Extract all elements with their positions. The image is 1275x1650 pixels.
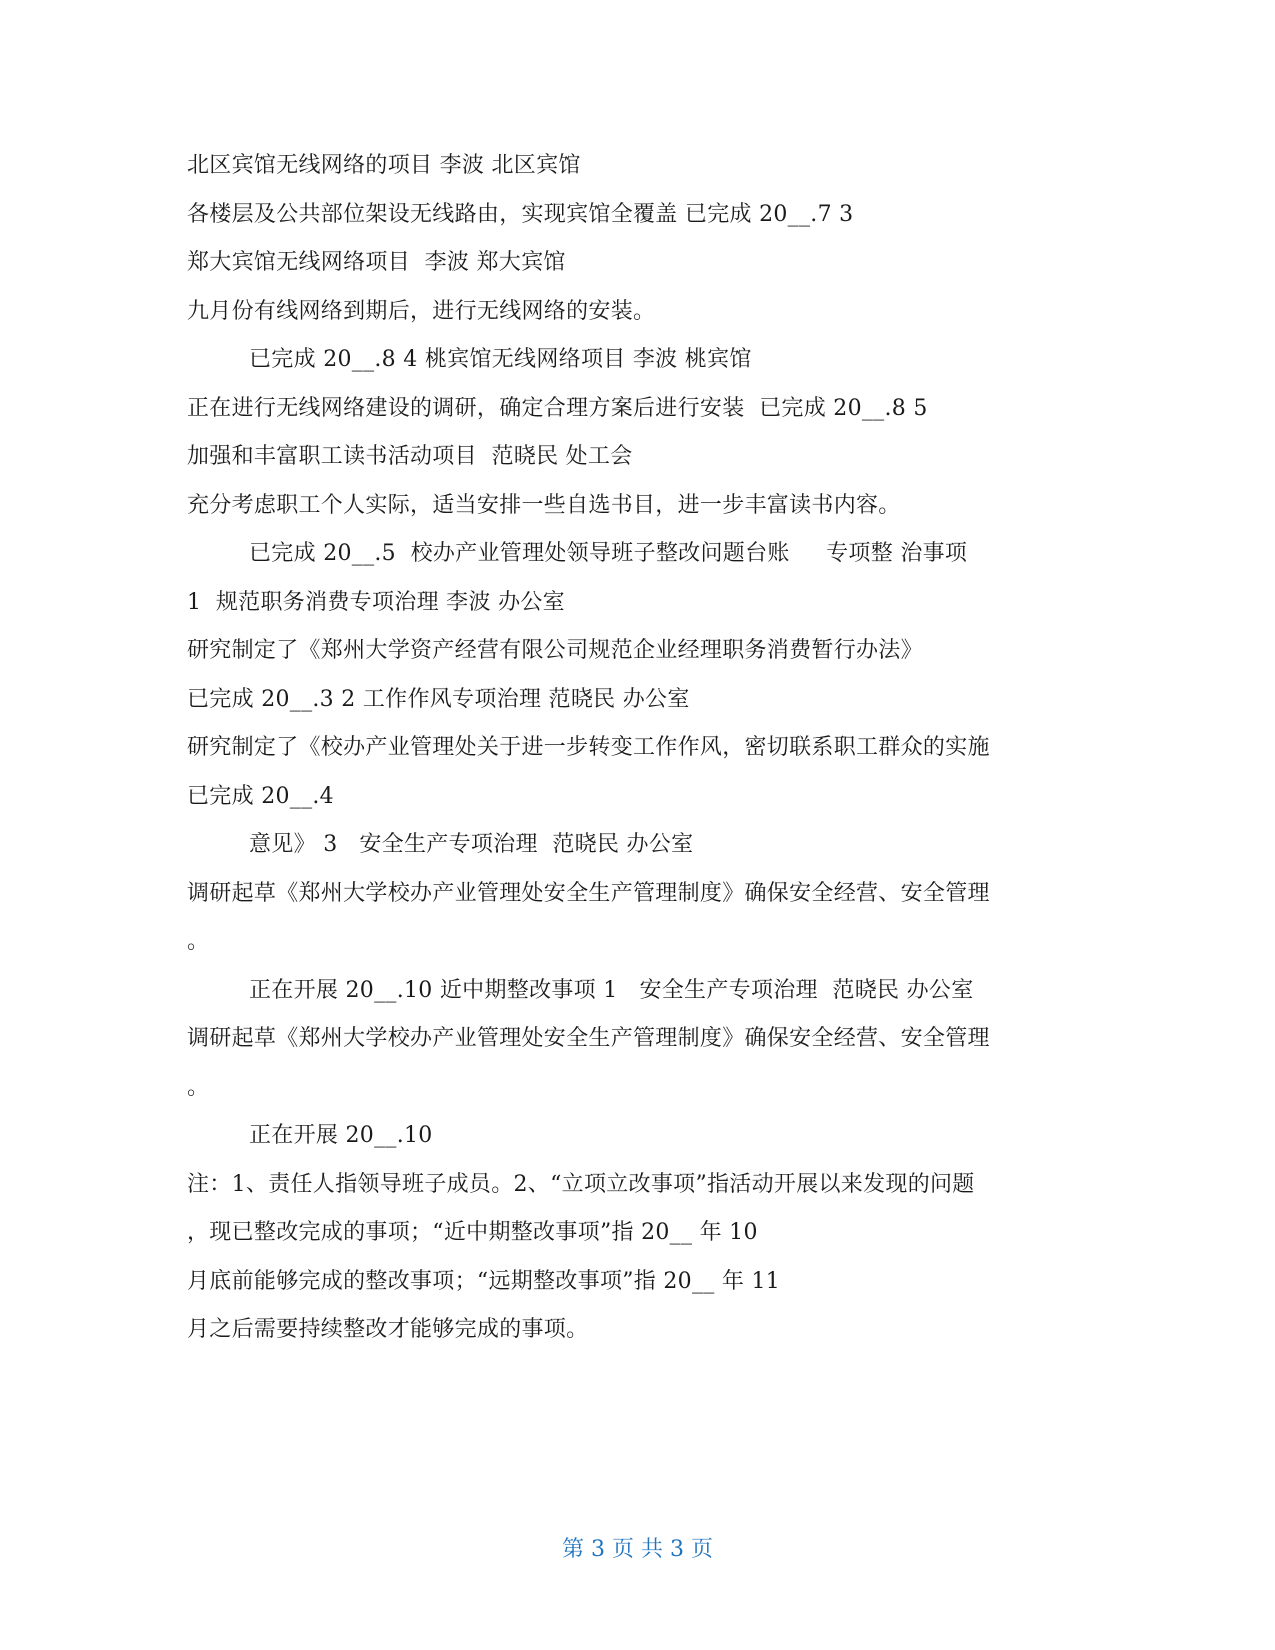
- text-line: 研究制定了《校办产业管理处关于进一步转变工作作风，密切联系职工群众的实施: [187, 735, 990, 760]
- text-line: 加强和丰富职工读书活动项目 范晓民 处工会: [187, 444, 633, 469]
- text-line: 九月份有线网络到期后，进行无线网络的安装。: [187, 298, 656, 324]
- text-line: 已完成 20__.3 2 工作作风专项治理 范晓民 办公室: [187, 686, 690, 712]
- text-line: 1 规范职务消费专项治理 李波 办公室: [187, 589, 565, 615]
- text-line: 充分考虑职工个人实际，适当安排一些自选书目，进一步丰富读书内容。: [187, 492, 901, 518]
- text-line: 正在开展 20__.10 近中期整改事项 1 安全生产专项治理 范晓民 办公室: [249, 977, 974, 1003]
- text-line: 已完成 20__.4: [187, 783, 334, 809]
- text-line: 月底前能够完成的整改事项；“远期整改事项”指 20__ 年 11: [187, 1268, 781, 1294]
- text-line: 各楼层及公共部位架设无线路由，实现宾馆全覆盖 已完成 20__.7 3: [187, 201, 854, 227]
- text-line: 已完成 20__.5 校办产业管理处领导班子整改问题台账 专项整 治事项: [249, 541, 968, 566]
- text-line: 正在开展 20__.10: [249, 1123, 433, 1148]
- page-number-footer: 第 3 页 共 3 页: [562, 1537, 713, 1562]
- text-line: 调研起草《郑州大学校办产业管理处安全生产管理制度》确保安全经营、安全管理: [187, 880, 990, 906]
- text-line: 意见》 3 安全生产专项治理 范晓民 办公室: [249, 832, 694, 857]
- text-line: 研究制定了《郑州大学资产经营有限公司规范企业经理职务消费暂行办法》: [187, 638, 923, 663]
- text-line: ，现已整改完成的事项；“近中期整改事项”指 20__ 年 10: [187, 1220, 758, 1245]
- text-line: 调研起草《郑州大学校办产业管理处安全生产管理制度》确保安全经营、安全管理: [187, 1026, 990, 1051]
- text-line: 已完成 20__.8 4 桃宾馆无线网络项目 李波 桃宾馆: [249, 347, 752, 372]
- text-line: 注：1、责任人指领导班子成员。2、“立项立改事项”指活动开展以来发现的问题: [187, 1171, 975, 1197]
- text-line: 郑大宾馆无线网络项目 李波 郑大宾馆: [187, 250, 566, 275]
- text-line: 。: [187, 1074, 210, 1100]
- text-line: 北区宾馆无线网络的项目 李波 北区宾馆: [187, 153, 581, 178]
- text-line: 正在进行无线网络建设的调研，确定合理方案后进行安装 已完成 20__.8 5: [187, 395, 928, 421]
- text-line: 。: [187, 929, 210, 954]
- text-line: 月之后需要持续整改才能够完成的事项。: [187, 1317, 589, 1342]
- document-body: [187, 142, 1087, 1355]
